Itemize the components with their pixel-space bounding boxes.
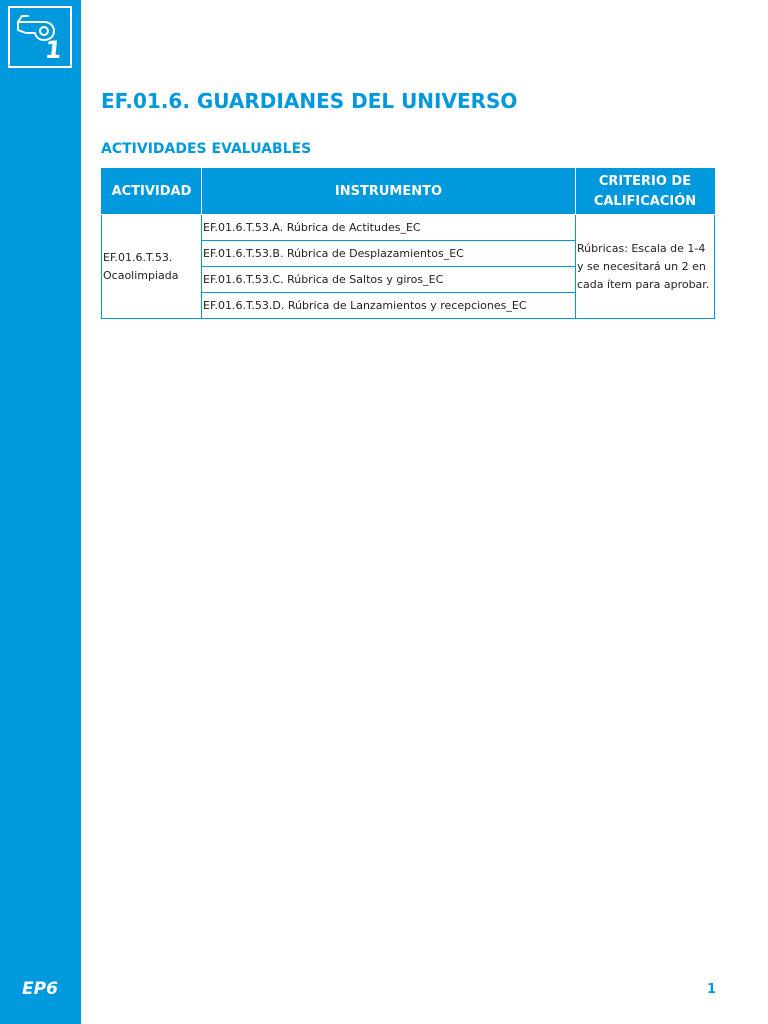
activity-cell: EF.01.6.T.53. Ocaolimpiada xyxy=(102,215,202,319)
header-instrument: INSTRUMENTO xyxy=(202,169,576,215)
unit-badge xyxy=(8,6,72,68)
instrument-cell: EF.01.6.T.53.A. Rúbrica de Actitudes_EC xyxy=(202,215,576,241)
course-code: EP6 xyxy=(22,979,58,999)
instrument-cell: EF.01.6.T.53.D. Rúbrica de Lanzamientos y recepciones_EC xyxy=(202,293,576,319)
header-criterion: CRITERIO DE CALIFICACIÓN xyxy=(576,169,715,215)
table-header-row xyxy=(102,169,715,215)
page-title: EF.01.6. GUARDIANES DEL UNIVERSO xyxy=(101,89,518,113)
section-heading: ACTIVIDADES EVALUABLES xyxy=(101,141,312,157)
evaluation-table xyxy=(101,168,715,319)
instrument-cell: EF.01.6.T.53.B. Rúbrica de Desplazamientos_EC xyxy=(202,241,576,267)
sidebar xyxy=(0,0,81,1024)
table-row xyxy=(102,215,715,241)
criterion-cell: Rúbricas: Escala de 1-4 y se necesitará un 2 en cada ítem para aprobar. xyxy=(576,215,715,319)
header-activity: ACTIVIDAD xyxy=(102,169,202,215)
instrument-cell: EF.01.6.T.53.C. Rúbrica de Saltos y giros_EC xyxy=(202,267,576,293)
page-number: 1 xyxy=(707,982,717,997)
unit-number: 1 xyxy=(43,36,64,64)
